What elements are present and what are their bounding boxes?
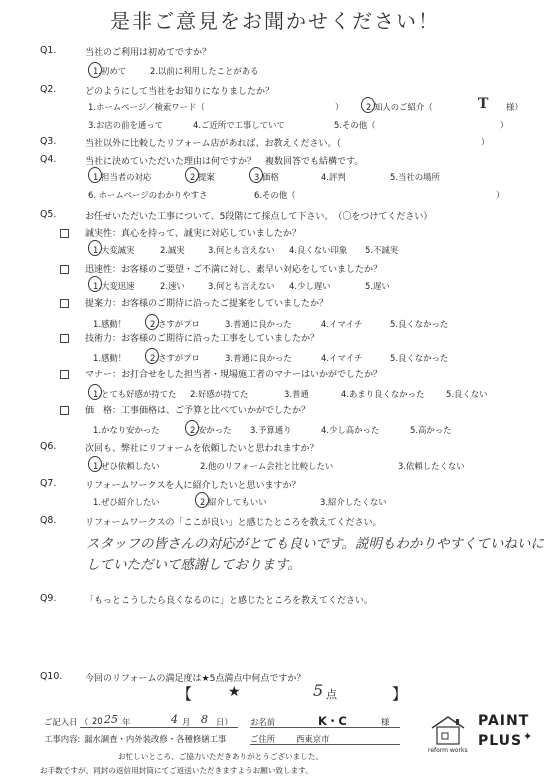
name-underline xyxy=(250,727,400,728)
selection-circle xyxy=(145,314,159,330)
q10-number: Q10. xyxy=(40,671,63,682)
q4-option-2: 2.提案 xyxy=(190,172,215,182)
date-open-paren: （ xyxy=(80,717,89,727)
name-suffix: 様 xyxy=(381,717,390,727)
s4-option-4: 4.イマイチ xyxy=(321,353,363,363)
day-handwritten: 8 xyxy=(201,713,208,726)
q1-option-2: 2.以前に利用したことがある xyxy=(150,66,259,76)
s1-option-2: 2.誠実 xyxy=(160,245,185,255)
month-handwritten: 4 xyxy=(171,713,178,726)
name-value: K・C xyxy=(318,714,347,728)
q8-handwritten-line-2: していただいて感謝しております。 xyxy=(86,557,301,573)
star-icon: ★ xyxy=(228,684,241,700)
s3-question: 提案力：お客様のご期待に沿ったご提案をしていましたか？ xyxy=(85,299,329,309)
s1-option-4: 4.良くない印象 xyxy=(289,245,348,255)
q4-number: Q4. xyxy=(40,154,57,165)
address-underline xyxy=(250,744,400,745)
q8-handwritten-line-1: スタッフの皆さんの対応がとても良いです。説明もわかりやすくていねいに xyxy=(86,536,544,552)
s6-option-5: 5.高かった xyxy=(410,425,452,435)
q9-number: Q9. xyxy=(40,593,57,604)
checkbox xyxy=(60,406,69,415)
page-title: 是非ご意見をお聞かせください！ xyxy=(110,9,440,33)
selection-circle xyxy=(88,240,102,256)
q7-option-3: 3.紹介したくない xyxy=(320,497,387,507)
q2-option-4: 4.ご近所で工事していて xyxy=(193,120,285,130)
s2-option-5: 5.遅い xyxy=(365,281,390,291)
q1-number: Q1. xyxy=(40,45,57,56)
work-value: 漏水調査・内外装改修・各種修繕工事 xyxy=(84,734,227,744)
s5-option-1: 1.とても好感が持てた xyxy=(93,389,177,399)
q10-bracket-close: 】 xyxy=(392,685,408,703)
s4-question: 技術力：お客様のご期待に沿った工事をしていましたか？ xyxy=(85,334,320,344)
house-logo-icon xyxy=(428,714,468,746)
s5-question: マナー：お打合せをした担当者・現場施工者のマナーはいかがでしたか？ xyxy=(85,370,383,380)
q2-question: どのようにして当社をお知りになりましたか？ xyxy=(85,87,275,97)
s5-option-5: 5.良くない xyxy=(446,389,488,399)
q1-option-1: 1.初めて xyxy=(93,66,127,76)
thanks-note: お忙しいところ、ご協力いただきありがとうございました。 xyxy=(118,752,324,761)
logo-paint: PAINT xyxy=(478,713,530,729)
s3-option-4: 4.イマイチ xyxy=(321,319,363,329)
s1-option-1: 1.大変誠実 xyxy=(93,245,135,255)
checkbox xyxy=(60,370,69,379)
date-label: ご記入日 xyxy=(44,717,78,727)
sparkle-icon: ✦ xyxy=(523,730,533,743)
address-value: 西東京市 xyxy=(296,734,330,744)
q10-question: 今回のリフォームの満足度は★5点満点中何点ですか？ xyxy=(85,674,306,684)
q4-option-7: 6.その他（ xyxy=(254,190,296,200)
q2-referrer-handwritten: T xyxy=(478,96,489,112)
q4-option-3: 3.価格 xyxy=(254,172,279,182)
s3-option-1: 1.感動！ xyxy=(93,319,127,329)
s3-option-2: 2.さすがプロ xyxy=(150,319,200,329)
q6-option-2: 2.他のリフォーム会社と比較したい xyxy=(200,461,334,471)
month-unit: 月 xyxy=(182,717,191,727)
s2-option-4: 4.少し遅い xyxy=(289,281,331,291)
q7-option-1: 1.ぜひ紹介したい xyxy=(93,497,160,507)
name-label: お名前 xyxy=(250,717,276,727)
selection-circle xyxy=(88,384,102,400)
logo-subtitle: reform works xyxy=(428,747,468,754)
selection-circle xyxy=(88,456,102,472)
q4-option-4: 4.評判 xyxy=(321,172,346,182)
s3-option-3: 3.普通に良かった xyxy=(225,319,292,329)
s4-option-1: 1.感動！ xyxy=(93,353,127,363)
s6-option-4: 4.少し高かった xyxy=(321,425,380,435)
q2-option-1: 1.ホームページ／検索ワード（ xyxy=(88,102,205,112)
selection-circle xyxy=(88,167,102,183)
q4-option-5: 5.当社の場所 xyxy=(390,172,440,182)
q2-option-1-close: ） xyxy=(335,102,344,112)
q6-option-3: 3.依頼したくない xyxy=(398,461,465,471)
q2-option-2-close: 様） xyxy=(506,102,523,112)
s6-option-1: 1.かなり安かった xyxy=(93,425,160,435)
q7-option-2: 2.紹介してもいい xyxy=(200,497,267,507)
q9-question: 「もっとこうしたら良くなるのに」と感じたところを教えてください。 xyxy=(85,596,374,606)
q10-unit: 点 xyxy=(326,688,337,701)
selection-circle xyxy=(185,167,199,183)
q10-bracket-open: 【 xyxy=(177,685,193,703)
checkbox xyxy=(60,299,69,308)
q2-option-3: 3.お店の前を通って xyxy=(88,120,163,130)
q3-close: ） xyxy=(481,137,490,147)
q6-number: Q6. xyxy=(40,441,57,452)
s6-question: 価 格：工事価格は、ご予算と比べていかがでしたか？ xyxy=(85,406,311,416)
q4-option-6: 6. ホームページのわかりやすさ xyxy=(88,190,208,200)
s4-option-5: 5.良くなかった xyxy=(390,353,449,363)
q4-question: 当社に決めていただいた理由は何ですか？ 複数回答でも結構です。 xyxy=(85,157,364,167)
year-unit: 年 xyxy=(122,717,131,727)
q5-question: お任せいただいた工事について、5段階にて採点して下さい。 （〇をつけてください） xyxy=(85,212,433,222)
selection-circle xyxy=(88,62,102,78)
q4-option-7-close: ） xyxy=(496,190,505,200)
s5-option-3: 3.普通 xyxy=(284,389,309,399)
day-unit: 日） xyxy=(216,717,233,727)
logo-plus: PLUS xyxy=(478,733,523,749)
q5-number: Q5. xyxy=(40,209,57,220)
s2-option-2: 2.速い xyxy=(160,281,185,291)
year-prefix: 20 xyxy=(92,716,103,726)
s2-question: 迅速性：お客様のご要望・ご不満に対し、素早い対応をしていましたか？ xyxy=(85,265,383,275)
checkbox xyxy=(60,334,69,343)
s4-option-2: 2.さすがプロ xyxy=(150,353,200,363)
q1-question: 当社のご利用は初めてですか？ xyxy=(85,48,212,58)
s6-option-3: 3.予算通り xyxy=(250,425,292,435)
selection-circle xyxy=(249,167,263,183)
s2-option-1: 1.大変迅速 xyxy=(93,281,135,291)
q8-number: Q8. xyxy=(40,515,57,526)
q7-number: Q7. xyxy=(40,478,57,489)
year-handwritten: 25 xyxy=(104,713,118,726)
s5-option-4: 4.あまり良くなかった xyxy=(341,389,425,399)
q2-option-2: 2.知人のご紹介（ xyxy=(366,102,433,112)
s1-question: 誠実性：真心を持って、誠実に対応していましたか？ xyxy=(85,229,301,239)
checkbox xyxy=(60,265,69,274)
q2-option-5-close: ） xyxy=(500,120,509,130)
s2-option-3: 3.何とも言えない xyxy=(208,281,275,291)
selection-circle xyxy=(145,348,159,364)
s4-option-3: 3.普通に良かった xyxy=(225,353,292,363)
q10-score-handwritten: 5 xyxy=(313,681,324,700)
checkbox xyxy=(60,229,69,238)
q2-option-5: 5.その他（ xyxy=(334,120,376,130)
selection-circle xyxy=(88,276,102,292)
date-underline xyxy=(80,727,238,728)
s1-option-3: 3.何とも言えない xyxy=(208,245,275,255)
s1-option-5: 5.不誠実 xyxy=(365,245,399,255)
q6-question: 次回も、弊社にリフォームを依頼したいと思われますか？ xyxy=(85,444,319,454)
work-label: 工事内容: xyxy=(44,734,81,744)
selection-circle xyxy=(195,492,209,508)
selection-circle xyxy=(361,97,375,113)
selection-circle xyxy=(185,420,199,436)
q3-question: 当社以外に比較したリフォーム店があれば、お教えください。（ xyxy=(85,139,342,149)
q7-question: リフォームワークスを人に紹介したいと思いますか？ xyxy=(85,481,301,491)
q8-question: リフォームワークスの「ここが良い」と感じたところを教えてください。 xyxy=(85,518,382,528)
q3-number: Q3. xyxy=(40,136,57,147)
q2-number: Q2. xyxy=(40,84,57,95)
s3-option-5: 5.良くなかった xyxy=(390,319,449,329)
s6-option-2: 2.安かった xyxy=(190,425,232,435)
return-note: お手数ですが、同封の返信用封筒にてご返送いただきますようお願い致します。 xyxy=(40,766,313,775)
address-label: ご住所 xyxy=(250,734,276,744)
q4-option-1: 1.担当者の対応 xyxy=(93,172,152,182)
s5-option-2: 2.好感が持てた xyxy=(190,389,249,399)
q6-option-1: 1.ぜひ依頼したい xyxy=(93,461,160,471)
